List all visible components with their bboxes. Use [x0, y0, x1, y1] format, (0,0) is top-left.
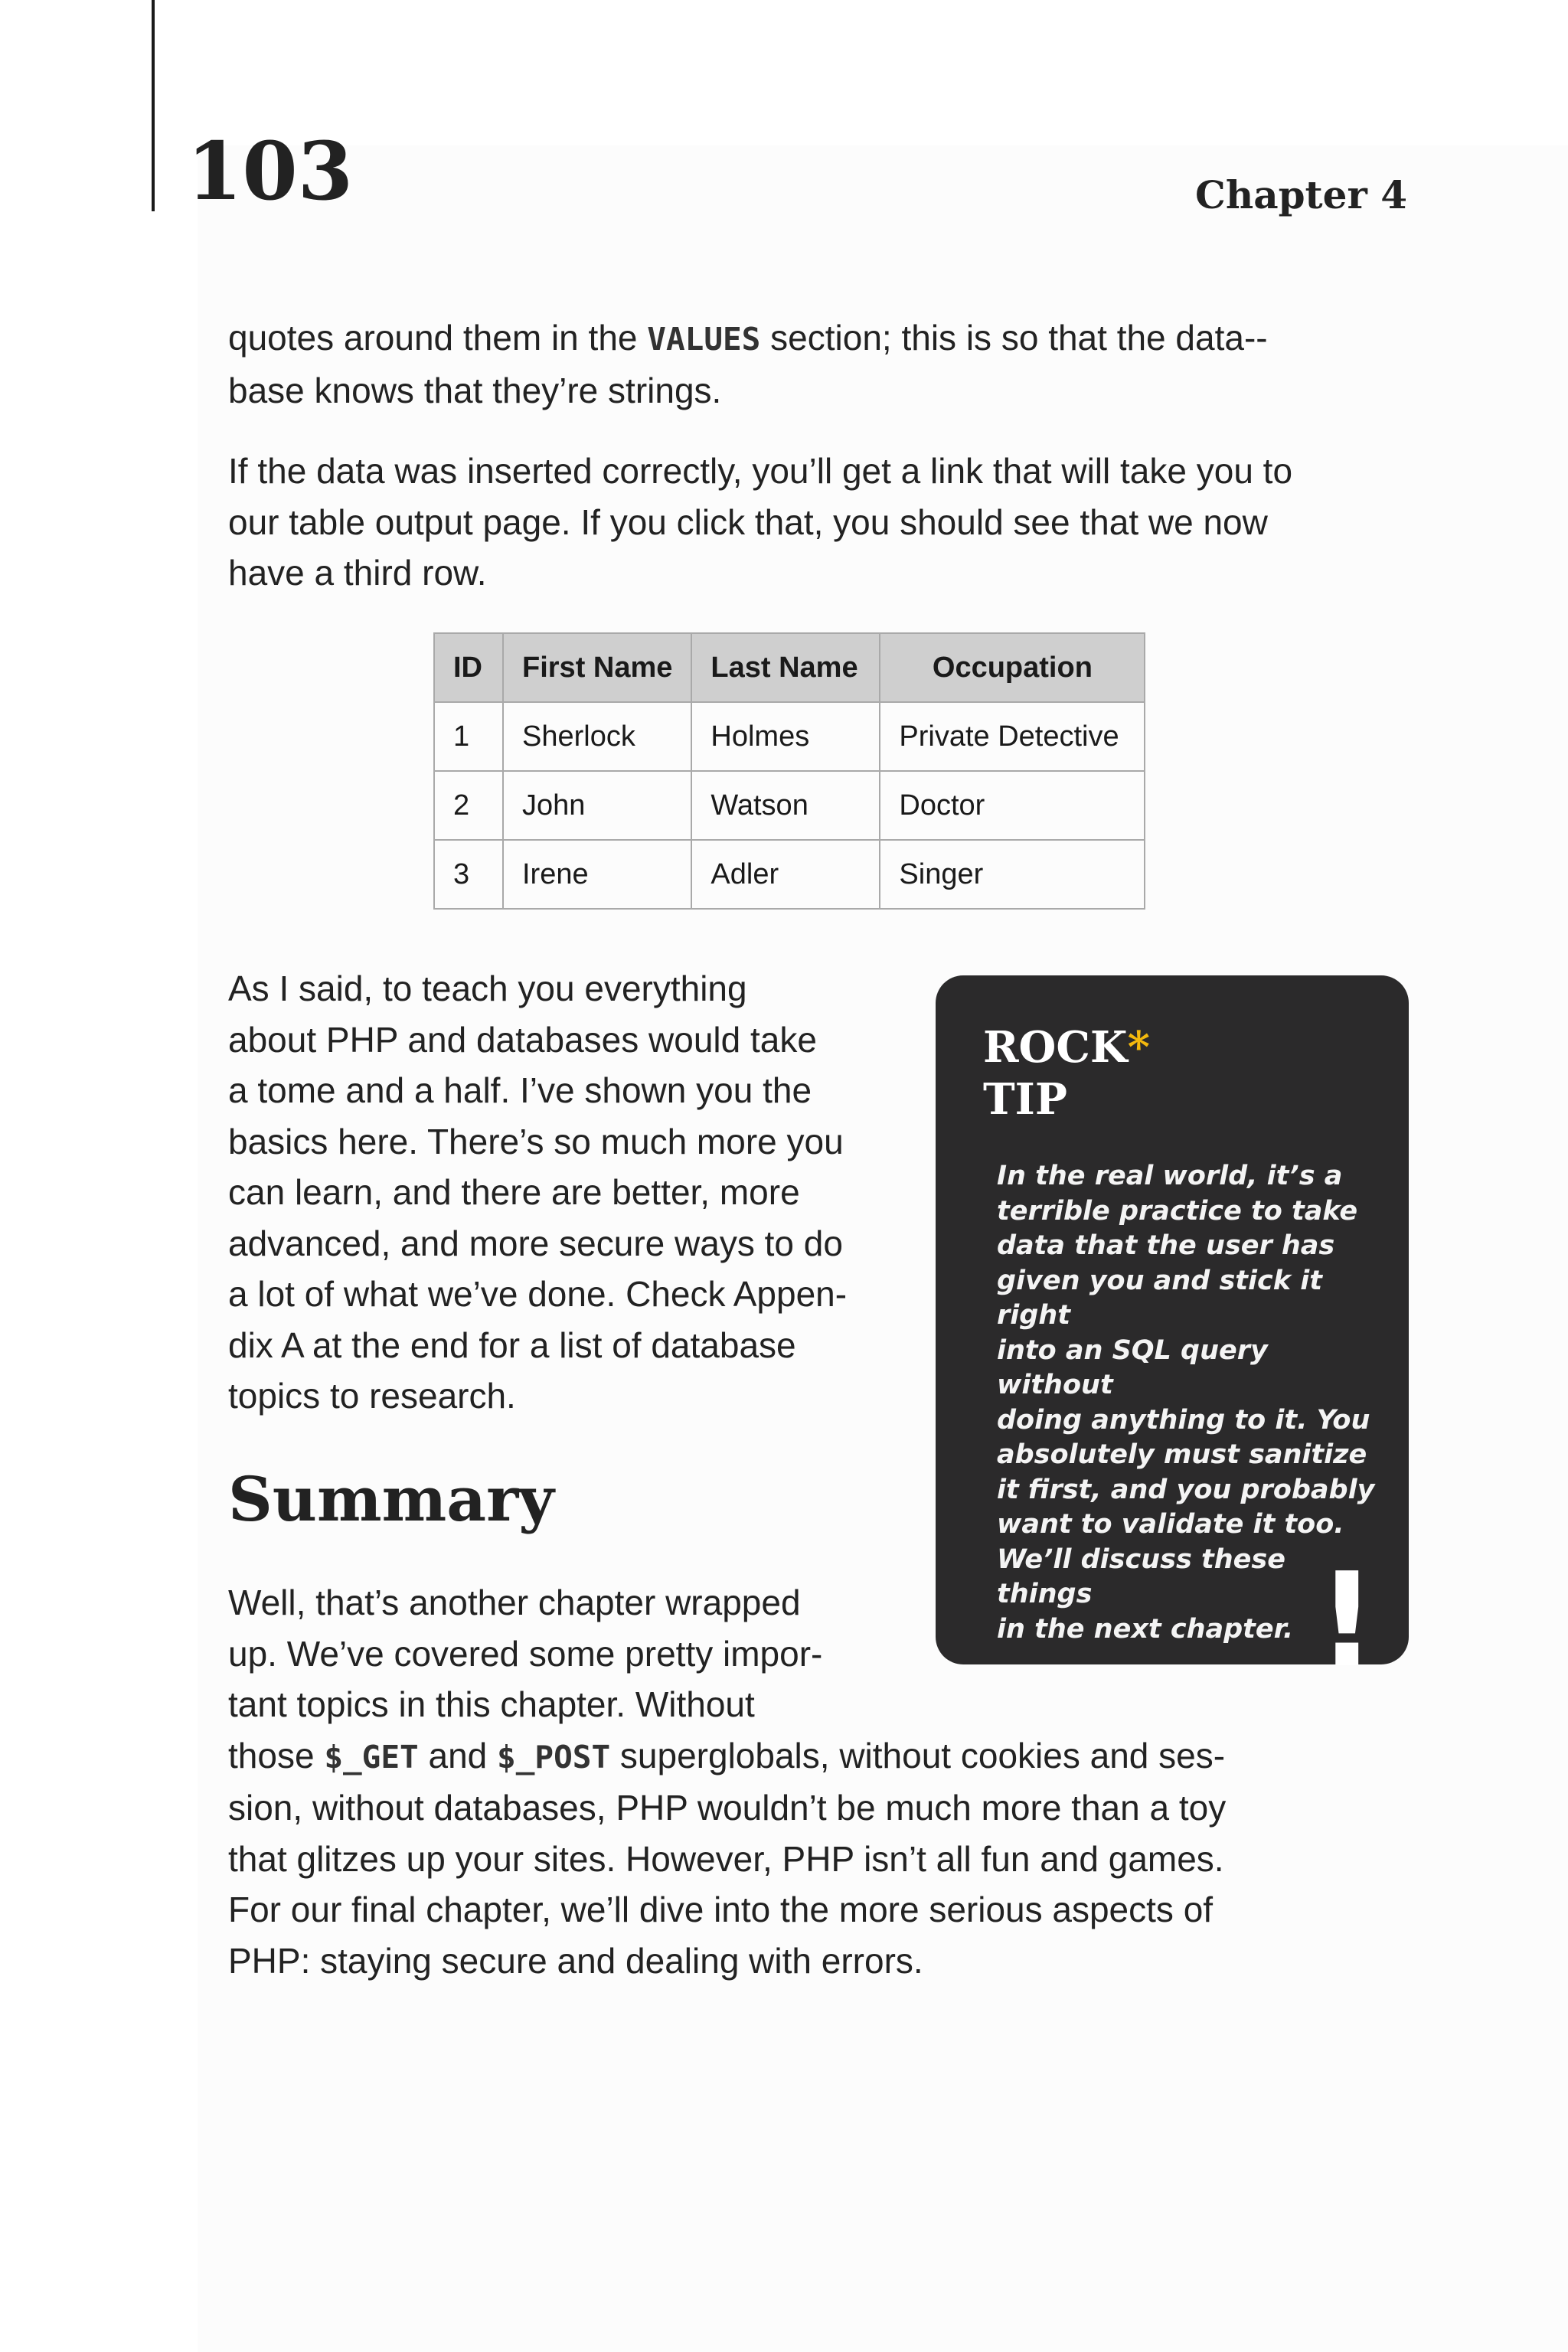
text-line: basics here. There’s so much more you — [228, 1121, 844, 1161]
text-line: Well, that’s another chapter wrapped — [228, 1583, 801, 1622]
text-line: sion, without databases, PHP wouldn’t be much more than a toy — [228, 1788, 1227, 1828]
text-line: tant topics in this chapter. Without — [228, 1684, 755, 1724]
table-cell: Watson — [691, 771, 880, 840]
tip-title-word: ROCK — [983, 1022, 1128, 1073]
table-row — [434, 771, 1145, 840]
table-cell: 1 — [434, 702, 503, 771]
table-cell: Doctor — [880, 771, 1145, 840]
tip-line: given you and stick it right — [997, 1265, 1322, 1331]
table-cell: Adler — [691, 840, 880, 909]
tip-line: In the real world, it’s a — [997, 1161, 1343, 1191]
text-line: As I said, to teach you everything — [228, 969, 747, 1008]
post-superglobal: $_POST — [497, 1738, 611, 1775]
table-header-row — [434, 633, 1145, 702]
paragraph-insert-result: If the data was inserted correctly, you’ll get a link that will take you to our table output page. If you click that, you should see that we now have a third row. — [228, 451, 1293, 593]
text-line: up. We’ve covered some pretty impor- — [228, 1633, 823, 1674]
table-cell: Sherlock — [503, 702, 691, 771]
column-header: Last Name — [691, 633, 880, 702]
table-row — [434, 702, 1145, 771]
tip-line: it first, and you probably — [997, 1474, 1375, 1505]
tip-line: in the next chapter. — [997, 1613, 1294, 1645]
values-keyword: VALUES — [647, 321, 761, 358]
tip-line: absolutely must sanitize — [997, 1439, 1367, 1470]
tip-line: terrible practice to take — [997, 1195, 1358, 1227]
star-icon: * — [1127, 1022, 1150, 1073]
page-number: 103 — [187, 124, 354, 218]
text-fragment: those — [228, 1735, 325, 1775]
text-line: dix A at the end for a list of database — [228, 1325, 796, 1365]
table-cell: Private Detective — [880, 702, 1145, 771]
tip-line: doing anything to it. You — [997, 1404, 1370, 1436]
column-header: First Name — [503, 633, 691, 702]
paragraph-learn-more — [228, 963, 917, 1422]
exclamation-icon: ! — [1317, 1545, 1377, 1697]
people-table — [433, 632, 1145, 910]
text-line: For our final chapter, we’ll dive into the more serious aspects of — [228, 1890, 1214, 1929]
text-fragment: and — [418, 1735, 498, 1775]
text-line: advanced, and more secure ways to do — [228, 1223, 843, 1263]
text-line: a lot of what we’ve done. Check Appen- — [228, 1274, 848, 1314]
summary-heading: Summary — [228, 1463, 554, 1535]
table-cell: 3 — [434, 840, 503, 909]
text-line: about PHP and databases would take — [228, 1019, 817, 1060]
margin-rule — [152, 0, 155, 211]
table-cell: Singer — [880, 840, 1145, 909]
table-cell: John — [503, 771, 691, 840]
get-superglobal: $_GET — [324, 1738, 419, 1775]
column-header: Occupation — [880, 633, 1145, 702]
tip-line: want to validate it too. — [997, 1509, 1344, 1540]
paragraph-values — [228, 312, 1323, 416]
text-line: a tome and a half. I’ve shown you the — [228, 1070, 812, 1110]
rock-tip-callout — [936, 975, 1409, 1697]
text-line — [228, 1736, 1225, 1775]
tip-line: into an SQL query without — [997, 1334, 1268, 1400]
paragraph-text: section; this is so that the data-base knows that they’re strings. — [228, 318, 1268, 410]
text-line: PHP: staying secure and dealing with errors. — [228, 1940, 923, 1981]
column-header: ID — [434, 633, 503, 702]
table-cell: 2 — [434, 771, 503, 840]
text-fragment: superglobals, without cookies and ses- — [610, 1735, 1226, 1775]
tip-line: We’ll discuss these things — [997, 1544, 1285, 1609]
text-line: topics to research. — [228, 1376, 516, 1416]
tip-line: data that the user has — [997, 1230, 1335, 1261]
tip-title — [983, 1021, 1150, 1125]
table-cell: Holmes — [691, 702, 880, 771]
text-line: that glitzes up your sites. However, PHP isn’t all fun and games. — [228, 1838, 1224, 1879]
paragraph-text: quotes around them in the — [228, 318, 648, 358]
table-row — [434, 840, 1145, 909]
text-line: can learn, and there are better, more — [228, 1172, 800, 1212]
chapter-label: Chapter 4 — [1195, 172, 1407, 217]
tip-title-word: TIP — [983, 1074, 1067, 1125]
table-cell: Irene — [503, 840, 691, 909]
